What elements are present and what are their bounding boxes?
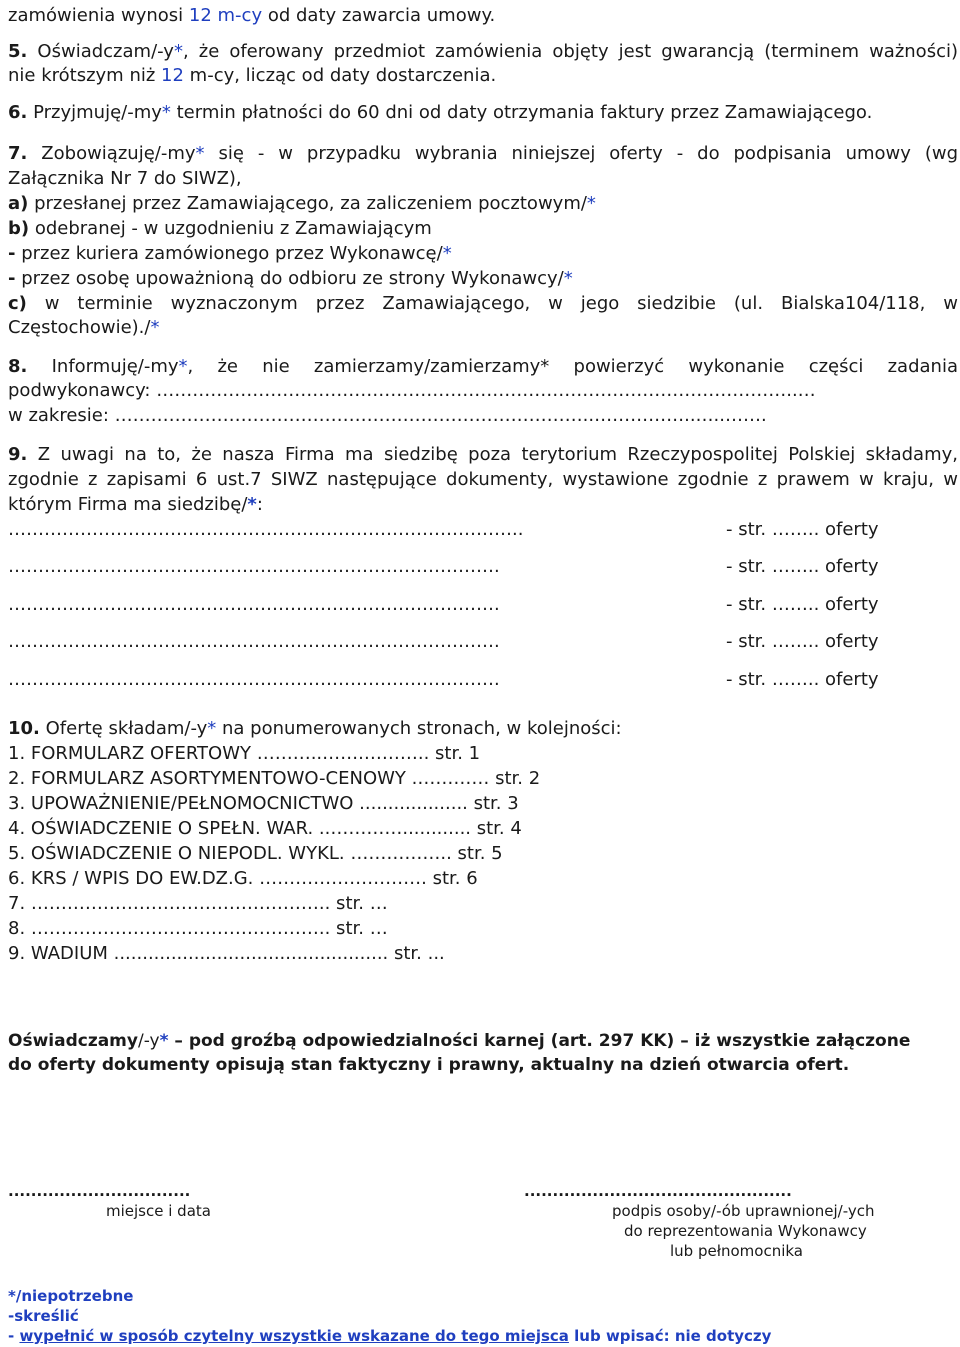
list-item: 7. ………………………………………….. str. … [8,893,388,914]
liability-statement: Oświadczamy/-y* – pod groźbą odpowiedzialności karnej (art. 297 KK) – iż wszystkie załączone [8,1031,911,1051]
point-7-c-line-2: Częstochowie)./* [8,317,160,338]
point-9-line-3: którym Firma ma siedzibę/*: [8,494,263,515]
point-7-person: - przez osobę upoważnioną do odbioru ze strony Wykonawcy/* [8,268,573,289]
list-item: 8. ………………………………………….. str. … [8,918,388,939]
place-date-dots: ................................ [8,1182,191,1200]
list-item: 1. FORMULARZ OFERTOWY ………..…….……….. str. 1 [8,743,481,764]
point-7-courier: - przez kuriera zamówionego przez Wykonawcę/* [8,243,452,264]
point-10: 10. Ofertę składam/-y* na ponumerowanych stronach, w kolejności: [8,718,622,739]
list-item: 2. FORMULARZ ASORTYMENTOWO-CENOWY .………… str. 2 [8,768,541,789]
liability-statement-line-2: do oferty dokumenty opisują stan faktyczny i prawny, aktualny na dzień otwarcia ofert. [8,1055,850,1075]
point-8: 8. Informuję/-my*, że nie zamierzamy/zamierzamy* powierzyć wykonanie części zadania [8,356,958,377]
point-9: 9. Z uwagi na to, że nasza Firma ma siedzibę poza terytorium Rzeczypospolitej Polskiej składamy, [8,444,958,465]
footnote-2: -skreślić [8,1307,79,1325]
signature-authorized[interactable] [524,1181,944,1261]
list-item: 6. KRS / WPIS DO EW.DZ.G. ………………………. str. 6 [8,868,478,889]
point-9-line-2: zgodnie z zapisami 6 ust.7 SIWZ następujące dokumenty, wystawione zgodnie z prawem w kraju, w [8,469,958,490]
list-item: 4. OŚWIADCZENIE O SPEŁN. WAR. ..…………............ str. 4 [8,818,522,839]
signature-label-3: lub pełnomocnika [670,1242,803,1260]
point-7: 7. Zobowiązuję/-my* się - w przypadku wybrania niniejszej oferty - do podpisania umowy (wg [8,143,958,164]
place-date-label: miejsce i data [106,1202,211,1220]
signature-label-2: do reprezentowania Wykonawcy [624,1222,867,1240]
list-item: 9. WADIUM ................................................ str. ... [8,943,445,964]
signature-label-1: podpis osoby/-ób uprawnionej/-ych [612,1202,875,1220]
point-5: 5. Oświadczam/-y*, że oferowany przedmiot zamówienia objęty jest gwarancją (terminem ważności) [8,41,958,62]
point-6: 6. Przyjmuję/-my* termin płatności do 60 dni od daty otrzymania faktury przez Zamawiającego. [8,102,873,123]
continuation-line: zamówienia wynosi 12 m-cy od daty zawarcia umowy. [8,5,496,26]
point-7-c: c) w terminie wyznaczonym przez Zamawiającego, w jego siedzibie (ul. Bialska104/118, w [8,293,958,314]
subcontractor-field[interactable]: podwykonawcy: ……………………………………………………………………………………………..… [8,380,816,401]
point-7-a: a) przesłanej przez Zamawiającego, za zaliczeniem pocztowym/* [8,193,596,214]
signature-dots: ............................................... [524,1182,792,1200]
list-item: 5. OŚWIADCZENIE O NIEPODL. WYKL. …………….. str. 5 [8,843,503,864]
point-5-line-2: nie krótszym niż 12 m-cy, licząc od daty dostarczenia. [8,65,497,86]
list-item: 3. UPOWAŻNIENIE/PEŁNOMOCNICTWO ................... str. 3 [8,793,519,814]
signature-place-date[interactable] [8,1181,308,1221]
point-7-line-2: Załącznika Nr 7 do SIWZ), [8,168,242,189]
point-7-b: b) odebranej - w uzgodnieniu z Zamawiającym [8,218,432,239]
footnote-1: */niepotrzebne [8,1287,134,1305]
footnote-3: - wypełnić w sposób czytelny wszystkie wskazane do tego miejsca lub wpisać: nie dotyczy [8,1327,772,1345]
scope-field[interactable]: w zakresie: ……………………………………………………………………..……………..…..……. [8,405,767,426]
